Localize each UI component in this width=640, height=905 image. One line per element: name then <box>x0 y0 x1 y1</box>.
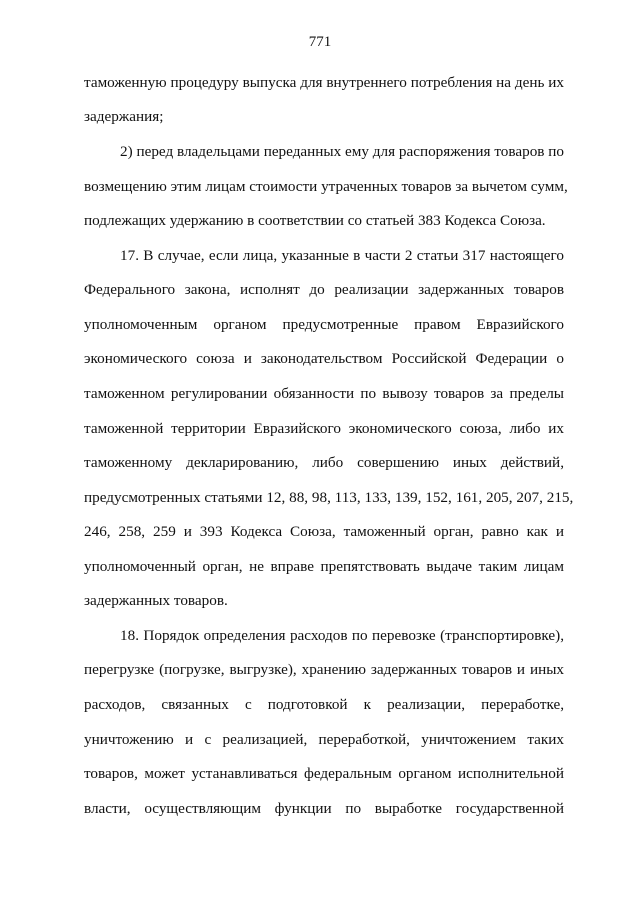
text-line: 246, 258, 259 и 393 Кодекса Союза, таможенный орган, равно как и <box>84 523 564 540</box>
text-line: таможенному декларированию, либо совершению иных действий, <box>84 454 564 471</box>
text-line: таможенную процедуру выпуска для внутреннего потребления на день их <box>84 74 564 91</box>
text-line: 18. Порядок определения расходов по перевозке (транспортировке), <box>120 627 564 644</box>
page-number: 771 <box>308 34 332 50</box>
text-line: таможенном регулировании обязанности по вывозу товаров за пределы <box>84 385 564 402</box>
text-line: расходов, связанных с подготовкой к реализации, переработке, <box>84 696 564 713</box>
text-line: возмещению этим лицам стоимости утраченных товаров за вычетом сумм, <box>84 178 568 195</box>
text-line: перегрузке (погрузке, выгрузке), хранению задержанных товаров и иных <box>84 661 564 678</box>
text-line: экономического союза и законодательством Российской Федерации о <box>84 350 564 367</box>
text-line: предусмотренных статьями 12, 88, 98, 113, 133, 139, 152, 161, 205, 207, 215, <box>84 489 574 506</box>
text-line: задержанных товаров. <box>84 592 228 609</box>
text-line: Федерального закона, исполнят до реализации задержанных товаров <box>84 281 564 298</box>
text-line: 2) перед владельцами переданных ему для распоряжения товаров по <box>120 143 564 160</box>
text-line: уполномоченный орган, не вправе препятствовать выдаче таким лицам <box>84 558 564 575</box>
text-line: власти, осуществляющим функции по выработке государственной <box>84 800 564 817</box>
text-line: подлежащих удержанию в соответствии со статьей 383 Кодекса Союза. <box>84 212 546 229</box>
text-line: задержания; <box>84 108 164 125</box>
text-line: товаров, может устанавливаться федеральным органом исполнительной <box>84 765 564 782</box>
text-line: 17. В случае, если лица, указанные в части 2 статьи 317 настоящего <box>120 247 564 264</box>
text-line: уполномоченным органом предусмотренные правом Евразийского <box>84 316 564 333</box>
text-line: таможенной территории Евразийского экономического союза, либо их <box>84 420 564 437</box>
text-line: уничтожению и с реализацией, переработкой, уничтожением таких <box>84 731 564 748</box>
